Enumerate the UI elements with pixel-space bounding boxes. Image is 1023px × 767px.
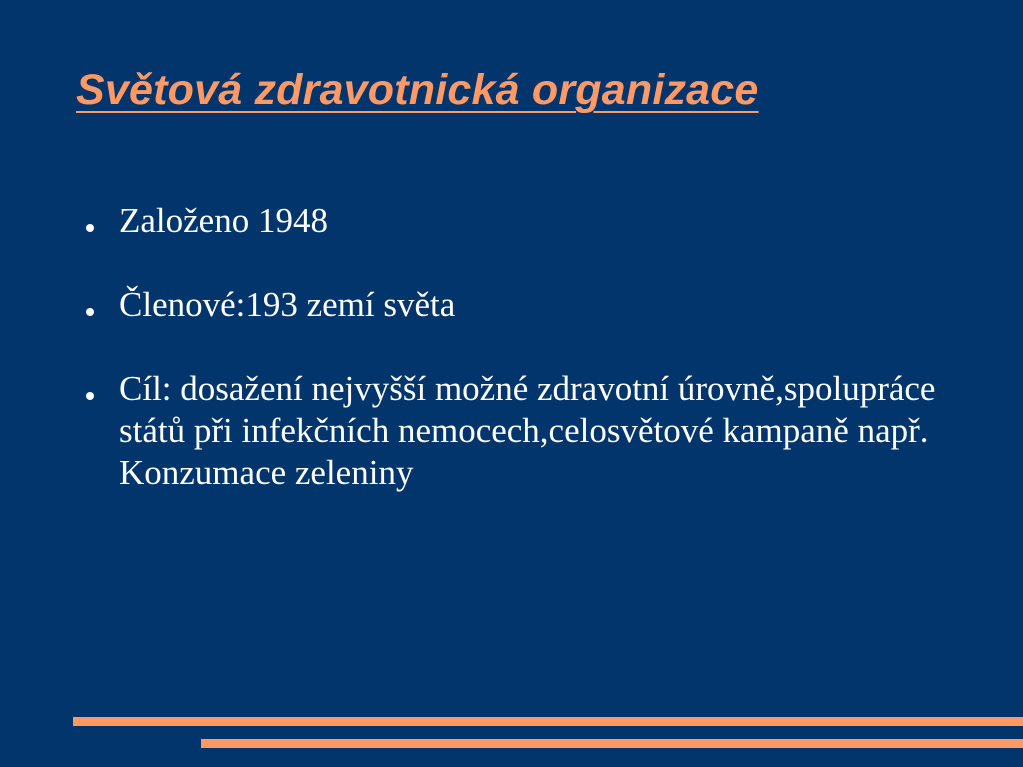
decorative-bar-top — [73, 717, 1023, 726]
bullet-icon — [86, 308, 94, 316]
bullet-icon — [86, 224, 94, 232]
bullet-icon — [86, 392, 94, 400]
bullet-list — [86, 200, 986, 536]
bullet-text: Založeno 1948 — [119, 201, 328, 240]
bullet-text: Členové:193 zemí světa — [119, 285, 456, 324]
bullet-item-goal — [86, 368, 986, 494]
bullet-item-members — [86, 284, 986, 326]
bullet-text: Cíl: dosažení nejvyšší možné zdravotní úrovně,spolupráce států při infekčních nemocech,celosvětové kampaně např. Konzumace zeleniny — [119, 369, 936, 492]
bullet-item-founded — [86, 200, 986, 242]
slide-title: Světová zdravotnická organizace — [76, 66, 759, 114]
decorative-bar-bottom — [201, 739, 1023, 748]
